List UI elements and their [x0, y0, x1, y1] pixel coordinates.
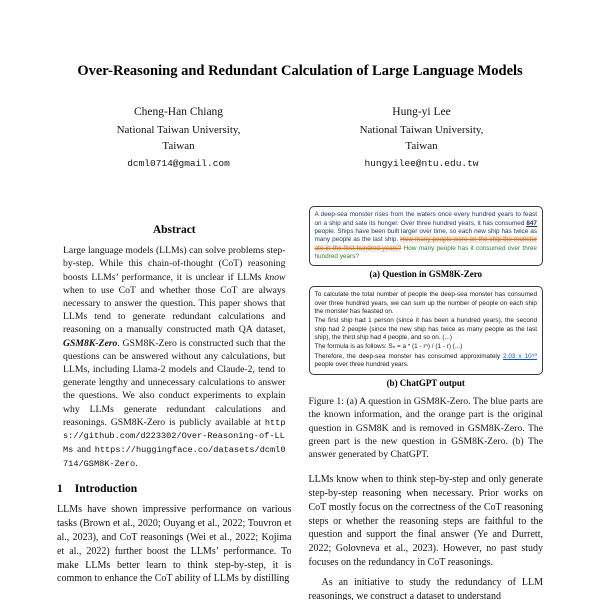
abstract-heading: Abstract	[152, 224, 196, 237]
dataset-name: GSM8K-Zero	[63, 337, 118, 349]
abstract-text	[57, 244, 292, 470]
abstract-segment: Large language models (LLMs) can solve problems step-by-step. While this chain-of-thought (CoT) reasoning boosts LLMs’ performance, it is unclear if LLMs	[63, 245, 286, 283]
author-name: Cheng-Han Chiang	[133, 106, 224, 119]
question-box	[309, 206, 544, 266]
author-affiliation-line2: Taiwan	[162, 139, 195, 152]
question-new-text: How many people has it consumed over three hundred years?	[314, 244, 537, 260]
figure-caption: Figure 1: (a) A question in GSM8K-Zero. The blue parts are the known information, and the orange part is the original question in GSM8K and is removed in GSM8K-Zero. The green part is the new question in GSM8K-Zero. (b) The answer generated by ChatGPT.	[308, 396, 543, 460]
left-column	[57, 206, 292, 586]
output-line-4	[315, 353, 538, 370]
question-known-text: A deep-sea monster rises from the waters once every hundred years to feast on a ship and sate its hunger. Over three hundred years, it has consumed	[314, 211, 537, 227]
section-number: 1	[57, 483, 63, 496]
author-name: Hung-yi Lee	[392, 106, 451, 119]
output-line-1: To calculate the total number of people the deep-sea monster has consumed over three hundred years, we can sum up the number of people on each ship the monster has feasted on.	[314, 291, 537, 315]
abstract-segment: . GSM8K-Zero is constructed such that the questions can be answered without any calculations, but LLMs, including Llama-2 models and Claude-2, tend to generate lengthy and unnecessary calculations to answer the questions. We also conduct experiments to explain why LLMs generate redundant calculations and reasonings. GSM8K-Zero is publicly available at	[63, 337, 286, 428]
author-affiliation-line2: Taiwan	[405, 139, 438, 152]
chatgpt-output-box	[309, 286, 544, 375]
output-line-3: The formula is as follows: Sₙ = a * (1 - rⁿ) / (1 - r) (...)	[314, 343, 463, 351]
subcaption-a: (a) Question in GSM8K-Zero	[369, 269, 483, 280]
output-segment: people over three hundred years.	[314, 360, 409, 368]
abstract-segment: and	[73, 444, 95, 456]
introduction-paragraph: LLMs have shown impressive performance on various tasks (Brown et al., 2020; Ouyang et al., 2022; Touvron et al., 2023), and CoT reasonings (Wei et al., 2022; Kojima et al., 2022) further boost the LLMs’ performance. To make LLMs better learn to think step-by-step, it is common to enhance the CoT ability of LLMs by distilling	[57, 504, 292, 585]
figure-1	[309, 206, 544, 461]
consumed-number: 847	[526, 219, 537, 227]
emphasis-know: know	[265, 271, 286, 283]
github-link[interactable]: https://github.com/d223302/Over-Reasoning-of-LLMs	[63, 417, 286, 456]
huggingface-link[interactable]: https://huggingface.co/datasets/dcml0714/GSM8K-Zero	[63, 445, 286, 469]
output-segment: Therefore, the deep-sea monster has consumed approximately	[314, 352, 503, 360]
right-column	[309, 206, 544, 600]
author-block-1	[117, 104, 241, 170]
question-known-text: people. Ships have been built larger over time, so each new ship has twice as many people as the last ship.	[314, 227, 537, 244]
section-title: Introduction	[74, 483, 138, 496]
author-affiliation-line1: National Taiwan University,	[359, 124, 484, 137]
body-paragraph-2: As an initiative to study the redundancy of LLM reasonings, we construct a dataset to understand	[308, 576, 543, 600]
two-column-layout	[57, 206, 543, 600]
authors-block	[57, 104, 543, 170]
author-block-2	[360, 104, 484, 170]
paper-title: Over-Reasoning and Redundant Calculation of Large Language Models	[77, 63, 523, 79]
abstract-segment: when to use CoT and whether those CoT are always necessary to answer the question. This paper shows that LLMs tend to generate redundant calculations and reasoning on a manually constructed math QA dataset,	[63, 284, 286, 336]
subcaption-b: (b) ChatGPT output	[386, 378, 465, 389]
introduction-heading	[57, 483, 292, 495]
author-email: dcml0714@gmail.com	[127, 158, 230, 169]
body-paragraph-1: LLMs know when to think step-by-step and only generate step-by-step reasoning when necessary. Prior works on CoT mostly focus on the correctness of the CoT reasoning steps or whether the reasoning steps are faithful to the question and support the final answer (Ye and Durrett, 2022; Golovneva et al., 2023). However, no past study focuses on the redundancy in CoT reasonings.	[308, 474, 543, 568]
author-email: hungyilee@ntu.edu.tw	[364, 158, 479, 169]
abstract-segment: .	[135, 457, 138, 469]
answer-highlight: 2.03 x 10⁹⁰	[503, 352, 537, 360]
question-removed-text: How many people were on the ship the monster ate in the first hundred years?	[314, 236, 537, 252]
output-line-2: The first ship had 1 person (since it has been a hundred years), the second ship had 2 people (since the new ship has twice as many people as the last ship), the third ship had 4 people, and so on. (...)	[314, 317, 537, 341]
author-affiliation-line1: National Taiwan University,	[116, 124, 241, 137]
